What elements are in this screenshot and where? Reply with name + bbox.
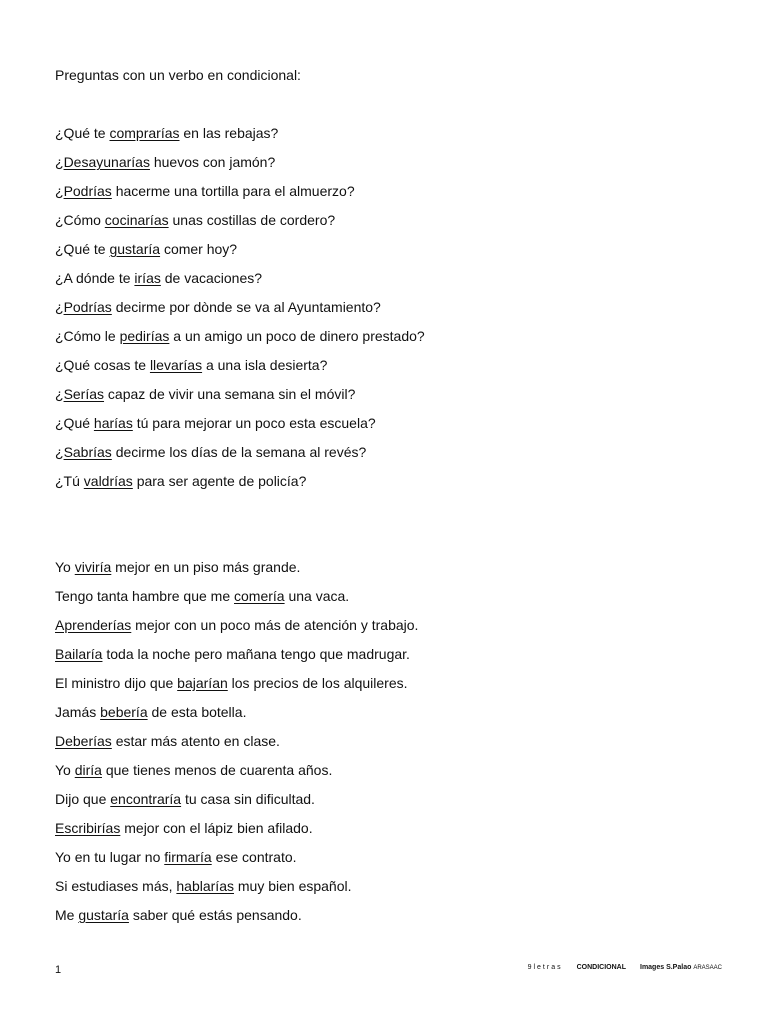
conditional-verb: hablarías (176, 878, 234, 894)
conditional-verb: irías (134, 270, 161, 286)
text-before-verb: ¿ (55, 299, 64, 315)
text-after-verb: decirme los días de la semana al revés? (111, 444, 367, 460)
text-after-verb: tu casa sin dificultad. (181, 791, 315, 807)
footer-topic: CONDICIONAL (576, 964, 626, 971)
conditional-verb: comprarías (109, 125, 180, 141)
conditional-verb: firmaría (164, 849, 212, 865)
sentence-item (55, 645, 418, 674)
text-after-verb: capaz de vivir una semana sin el móvil? (104, 386, 356, 402)
text-before-verb: Dijo que (55, 791, 111, 807)
conditional-verb: encontraría (110, 791, 182, 807)
conditional-verb: Podrías (63, 183, 112, 199)
text-after-verb: hacerme una tortilla para el almuerzo? (111, 183, 355, 199)
text-after-verb: mejor con un poco más de atención y trabajo. (131, 617, 419, 633)
text-after-verb: huevos con jamón? (149, 154, 276, 170)
conditional-verb: pedirías (119, 328, 170, 344)
text-before-verb: Yo (55, 559, 75, 575)
sentence-item (55, 819, 418, 848)
text-before-verb: ¿Tú (55, 473, 84, 489)
sentence-item (55, 616, 418, 645)
sentence-item (55, 674, 418, 703)
conditional-verb: Aprenderías (55, 617, 132, 633)
sentence-item (55, 848, 418, 877)
page-footer (528, 963, 722, 973)
questions-list (55, 124, 425, 501)
text-before-verb: ¿Cómo le (55, 328, 120, 344)
conditional-verb: Podrías (63, 299, 112, 315)
text-before-verb: ¿Qué cosas te (55, 357, 150, 373)
text-before-verb: ¿Qué te (55, 125, 110, 141)
sentences-list (55, 558, 418, 935)
text-after-verb: mejor en un piso más grande. (111, 559, 301, 575)
text-after-verb: a una isla desierta? (202, 357, 328, 373)
conditional-verb: diría (74, 762, 102, 778)
conditional-verb: gustaría (109, 241, 161, 257)
text-after-verb: a un amigo un poco de dinero prestado? (169, 328, 425, 344)
conditional-verb: comería (234, 588, 285, 604)
footer-credit-group (640, 963, 722, 973)
conditional-verb: llevarías (149, 357, 203, 373)
text-after-verb: muy bien español. (233, 878, 352, 894)
sentence-item (55, 587, 418, 616)
conditional-verb: Serías (63, 386, 105, 402)
text-after-verb: comer hoy? (160, 241, 238, 257)
sentence-item (55, 761, 418, 790)
text-before-verb: ¿ (55, 183, 64, 199)
text-before-verb: ¿A dónde te (55, 270, 135, 286)
question-item (55, 240, 425, 269)
text-after-verb: ese contrato. (211, 849, 297, 865)
question-item (55, 211, 425, 240)
sentence-item (55, 703, 418, 732)
text-before-verb: ¿Cómo (55, 212, 105, 228)
question-item (55, 443, 425, 472)
conditional-verb: harías (93, 415, 133, 431)
text-after-verb: los precios de los alquileres. (227, 675, 408, 691)
text-before-verb: Tengo tanta hambre que me (55, 588, 235, 604)
question-item (55, 385, 425, 414)
sentence-item (55, 732, 418, 761)
text-before-verb: Yo (55, 762, 75, 778)
question-item (55, 153, 425, 182)
text-before-verb: ¿Qué te (55, 241, 110, 257)
text-before-verb: ¿ (55, 444, 64, 460)
text-after-verb: saber qué estás pensando. (128, 907, 302, 923)
text-after-verb: mejor con el lápiz bien afilado. (120, 820, 313, 836)
text-before-verb: ¿Qué (55, 415, 94, 431)
question-item (55, 414, 425, 443)
text-after-verb: para ser agente de policía? (132, 473, 307, 489)
conditional-verb: bebería (100, 704, 148, 720)
conditional-verb: bajarían (177, 675, 228, 691)
conditional-verb: gustaría (78, 907, 129, 923)
conditional-verb: Escribirías (55, 820, 121, 836)
page-number: 1 (55, 964, 62, 976)
text-before-verb: El ministro dijo que (55, 675, 178, 691)
question-item (55, 182, 425, 211)
conditional-verb: cocinarías (104, 212, 169, 228)
conditional-verb: valdrías (83, 473, 133, 489)
conditional-verb: Bailaría (55, 646, 103, 662)
text-after-verb: estar más atento en clase. (111, 733, 280, 749)
conditional-verb: Deberías (55, 733, 112, 749)
text-after-verb: tú para mejorar un poco esta escuela? (132, 415, 376, 431)
text-before-verb: ¿ (55, 386, 64, 402)
text-before-verb: ¿ (55, 154, 64, 170)
footer-credit: Images S.Palao (640, 964, 692, 971)
footer-brand: 9letras (527, 964, 563, 971)
text-before-verb: Si estudiases más, (55, 878, 177, 894)
text-after-verb: una vaca. (284, 588, 350, 604)
page-heading: Preguntas con un verbo en condicional: (55, 67, 301, 83)
question-item (55, 269, 425, 298)
conditional-verb: viviría (74, 559, 112, 575)
conditional-verb: Sabrías (63, 444, 112, 460)
question-item (55, 124, 425, 153)
text-after-verb: decirme por dònde se va al Ayuntamiento? (111, 299, 381, 315)
text-before-verb: Yo en tu lugar no (55, 849, 165, 865)
conditional-verb: Desayunarías (63, 154, 150, 170)
text-before-verb: Me (55, 907, 79, 923)
question-item (55, 356, 425, 385)
text-after-verb: toda la noche pero mañana tengo que madrugar. (102, 646, 410, 662)
question-item (55, 472, 425, 501)
sentence-item (55, 790, 418, 819)
question-item (55, 327, 425, 356)
sentence-item (55, 906, 418, 935)
text-after-verb: que tienes menos de cuarenta años. (101, 762, 333, 778)
sentence-item (55, 558, 418, 587)
text-after-verb: unas costillas de cordero? (168, 212, 336, 228)
sentence-item (55, 877, 418, 906)
footer-credit-source: ARASAAC (693, 965, 722, 971)
text-before-verb: Jamás (55, 704, 101, 720)
text-after-verb: en las rebajas? (179, 125, 279, 141)
text-after-verb: de esta botella. (147, 704, 247, 720)
text-after-verb: de vacaciones? (160, 270, 263, 286)
question-item (55, 298, 425, 327)
